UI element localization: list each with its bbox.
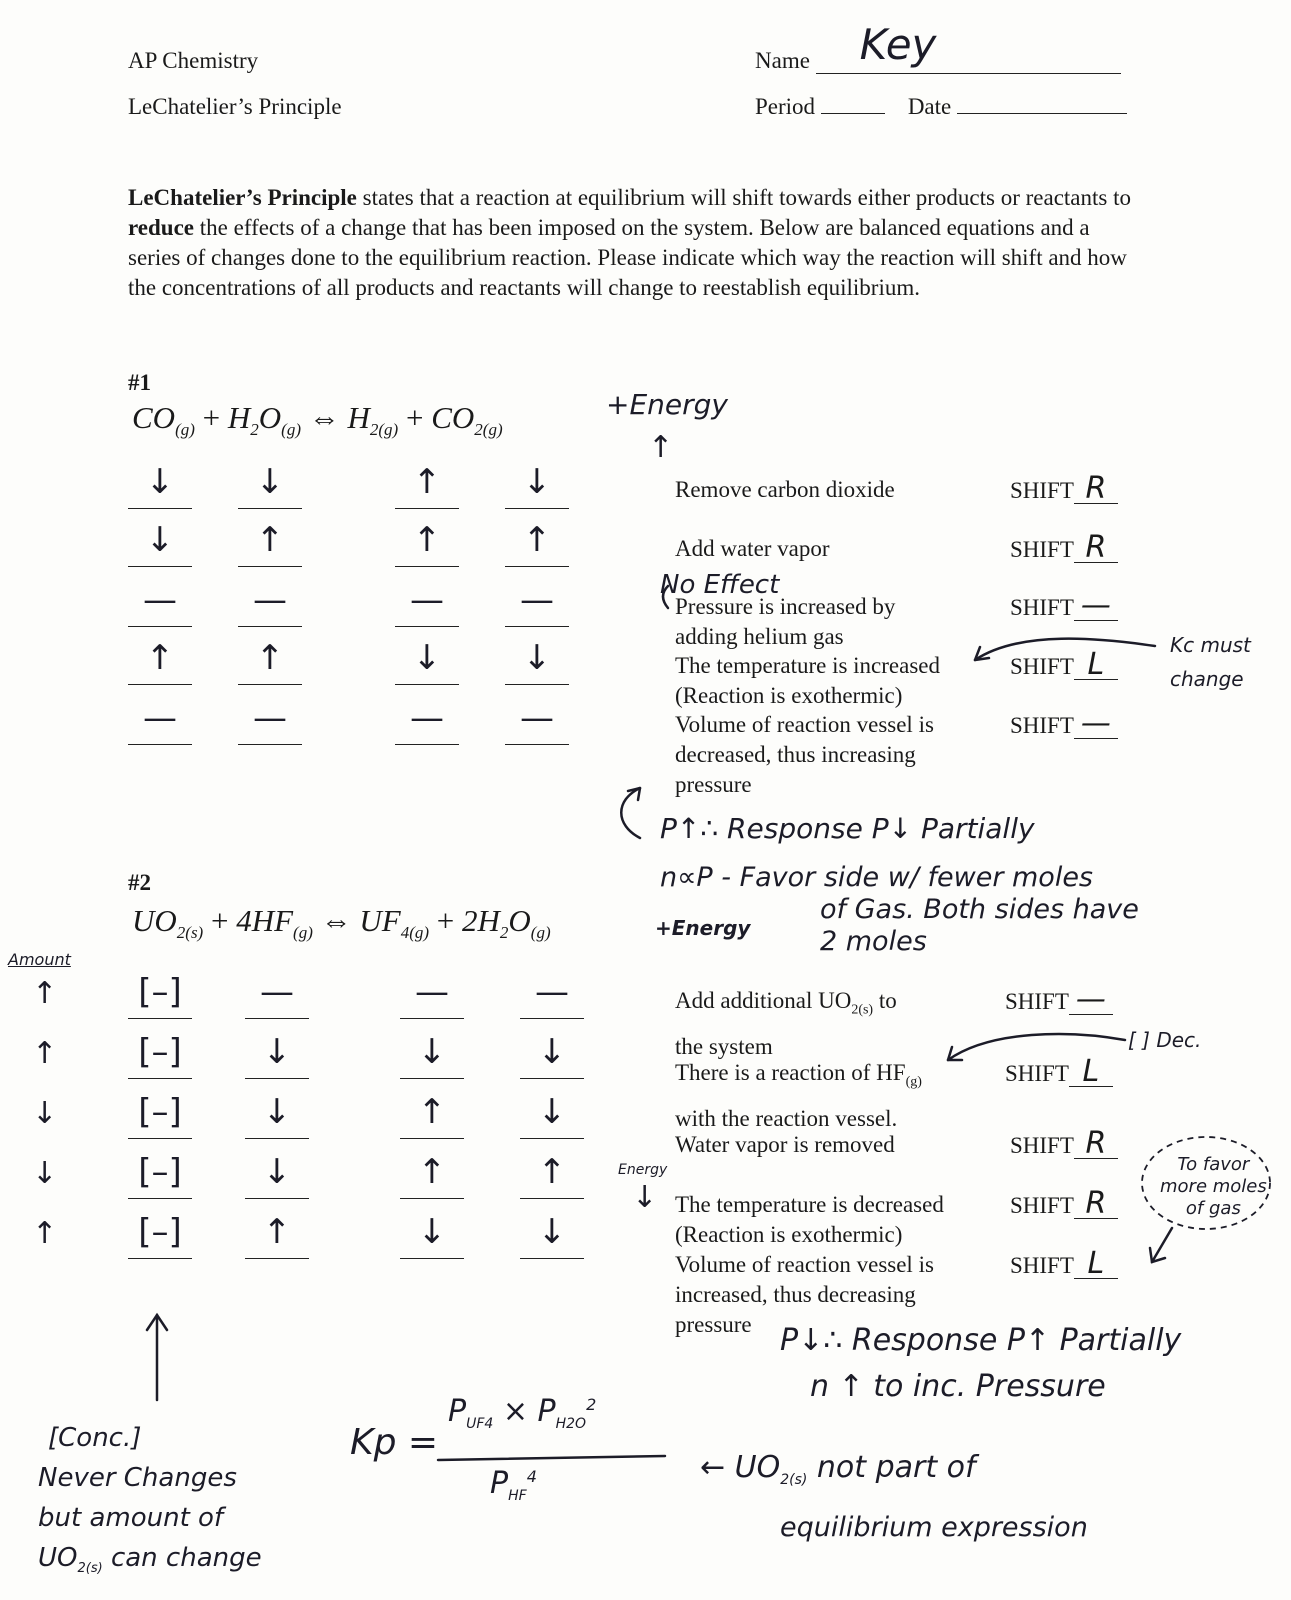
p2-shift-3[interactable]: SHIFT R	[1010, 1130, 1118, 1159]
p1-shift-2[interactable]: SHIFT R	[1010, 534, 1118, 563]
p1-mark-r1-c2: ↓	[255, 462, 285, 502]
problem2-equation: $UO_{2(s)} + 4HF_{(g)}$ ⇔ $UF_{4(g)} + 2H_2O_{(g)}$	[132, 903, 551, 943]
p2-mark-r3-c2: ↓	[262, 1092, 292, 1132]
p2-note-concentration: [Conc.] Never Changes but amount of $UO_{2(s)}$ can change	[38, 1423, 262, 1577]
p1-mark-r4-c4: ↓	[522, 638, 552, 678]
problem2-energy-term: +Energy	[655, 916, 751, 940]
p2-shift-5[interactable]: SHIFT L	[1010, 1250, 1118, 1279]
p1-mark-r5-c4: —	[520, 698, 554, 738]
p2-mark-r5-c2: ↑	[262, 1212, 292, 1252]
p2-change-4: The temperature is decreased (Reaction is exothermic)	[675, 1192, 944, 1247]
p2-amount-r4: ↓	[32, 1156, 58, 1191]
p2-shift-1[interactable]: SHIFT —	[1005, 986, 1113, 1015]
p2-note-favor-more-moles: To favor more moles of gas	[1160, 1154, 1267, 1219]
name-value: Key	[859, 20, 937, 69]
p2-change-3: Water vapor is removed	[675, 1132, 895, 1157]
p2-change-1: Add additional $UO_{2(s)}$ to the system	[675, 988, 897, 1059]
no-effect-bracket	[663, 586, 668, 608]
p1-change-5: Volume of reaction vessel is decreased, thus increasing pressure	[675, 712, 934, 797]
p1-mark-r5-c3: —	[410, 698, 444, 738]
problem1-energy-arrow: ↑	[648, 430, 674, 465]
p1-mark-r3-c3: —	[410, 580, 444, 620]
problem2-label: #2	[128, 870, 151, 895]
intro-part1: states that a reaction at equilibrium will shift towards either products or reactants to	[356, 185, 1131, 210]
p1-mark-r3-c2: —	[253, 580, 287, 620]
p1-mark-r1-c1: ↓	[145, 462, 175, 502]
p2-mark-r1-c1: [–]	[138, 972, 182, 1012]
p2-mark-r2-c2: ↓	[262, 1032, 292, 1072]
p1-shift-5[interactable]: SHIFT —	[1010, 710, 1118, 739]
p2-amount-r1: ↑	[32, 976, 58, 1011]
p1-mark-r4-c2: ↑	[255, 638, 285, 678]
p1-mark-r4-c1: ↑	[145, 638, 175, 678]
p1-change-2: Add water vapor	[675, 536, 830, 561]
conc-dec-arrow	[948, 1034, 1125, 1060]
p1-note-no-effect: No Effect	[660, 570, 780, 600]
p1-mark-r3-c4: —	[520, 580, 554, 620]
favor-arrow	[1152, 1228, 1172, 1262]
kp-numerator: $P_{UF4} \times P_{H2O}^2$	[448, 1394, 597, 1432]
p2-mark-r4-c2: ↓	[262, 1152, 292, 1192]
period-label: Period	[755, 94, 816, 119]
p2-mark-r1-c2: —	[260, 972, 294, 1012]
p2-mark-r4-c3: ↑	[417, 1152, 447, 1192]
p1-mark-r5-c2: —	[253, 698, 287, 738]
p2-mark-r3-c4: ↓	[537, 1092, 567, 1132]
p2-mark-r5-c4: ↓	[537, 1212, 567, 1252]
intro-part2: the effects of a change that has been imposed on the system. Below are balanced equations and a series of changes done to the equilibrium reaction. Please indicate which way the reaction will shift and how the concentrations of all products and reactants will change to reestablish equilibrium.	[128, 215, 1127, 300]
p2-mark-r4-c4: ↑	[537, 1152, 567, 1192]
p2-mark-r2-c4: ↓	[537, 1032, 567, 1072]
intro-emph: reduce	[128, 215, 195, 240]
p2-mark-r4-c1: [–]	[138, 1152, 182, 1192]
course-title: AP Chemistry	[128, 48, 259, 73]
kp-fraction-bar	[438, 1456, 665, 1460]
p1-mark-r1-c4: ↓	[522, 462, 552, 502]
p2-note-energy-arrow: ↓	[632, 1180, 658, 1215]
p1-mark-r2-c1: ↓	[145, 520, 175, 560]
p2-mark-r2-c1: [–]	[138, 1032, 182, 1072]
p2-mark-r3-c3: ↑	[417, 1092, 447, 1132]
p1-shift-4[interactable]: SHIFT L	[1010, 651, 1118, 680]
p2-mark-r3-c1: [–]	[138, 1092, 182, 1132]
problem1-label: #1	[128, 370, 151, 395]
intro-term: LeChatelier’s Principle	[128, 185, 357, 210]
pressure-bracket	[621, 788, 640, 838]
p1-shift-3[interactable]: SHIFT —	[1010, 592, 1118, 621]
date-label: Date	[907, 94, 952, 119]
p1-mark-r2-c4: ↑	[522, 520, 552, 560]
p1-note-mole-reasoning: n∝P - Favor side w/ fewer moles of Gas. Both sides have 2 moles	[660, 862, 1139, 957]
p2-amount-r3: ↓	[32, 1096, 58, 1131]
p2-note-energy: Energy	[618, 1162, 668, 1178]
kp-denominator: $P_{HF}^4$	[490, 1466, 537, 1504]
p1-mark-r2-c3: ↑	[412, 520, 442, 560]
p1-mark-r1-c3: ↑	[412, 462, 442, 502]
p2-amount-r2: ↑	[32, 1036, 58, 1071]
p2-shift-4[interactable]: SHIFT R	[1010, 1190, 1118, 1219]
p2-change-5: Volume of reaction vessel is increased, thus decreasing pressure	[675, 1252, 934, 1337]
p1-note-pressure-response: P↑∴ Response P↓ Partially	[660, 812, 1035, 845]
p2-note-uo2-not-part: ← $UO_{2(s)}$ not part of equilibrium expression	[700, 1450, 1088, 1543]
p2-amount-r5: ↑	[32, 1216, 58, 1251]
p1-mark-r5-c1: —	[143, 698, 177, 738]
p2-amount-label: Amount	[8, 950, 71, 969]
problem1-energy-term: +Energy	[606, 388, 728, 421]
p1-change-3: Pressure is increased by adding helium gas	[675, 594, 896, 649]
p2-mark-r5-c1: [–]	[138, 1212, 182, 1252]
p1-shift-1[interactable]: SHIFT R	[1010, 475, 1118, 504]
p1-change-1: Remove carbon dioxide	[675, 477, 895, 502]
p1-note-kc-must-change: Kc must change	[1170, 633, 1251, 691]
p2-change-2: There is a reaction of $HF_{(g)}$ with the reaction vessel.	[675, 1060, 922, 1131]
p2-note-pressure-response: P↓∴ Response P↑ Partially n ↑ to inc. Pressure	[780, 1323, 1182, 1404]
favor-dashed-bubble	[1142, 1137, 1270, 1229]
name-label: Name	[755, 48, 810, 73]
p2-mark-r5-c3: ↓	[417, 1212, 447, 1252]
kc-arrow	[975, 639, 1155, 660]
worksheet-topic: LeChatelier’s Principle	[128, 94, 342, 119]
p2-mark-r1-c3: —	[415, 972, 449, 1012]
problem1-equation: $CO_{(g)} + H_2O_{(g)}$ ⇔ $H_{2(g)} + CO_{2(g)}$	[132, 400, 503, 440]
p1-mark-r3-c1: —	[143, 580, 177, 620]
p2-mark-r1-c4: —	[535, 972, 569, 1012]
p2-note-conc-dec: [ ] Dec.	[1128, 1028, 1202, 1052]
p2-shift-2[interactable]: SHIFT L	[1005, 1058, 1113, 1087]
p1-mark-r4-c3: ↓	[412, 638, 442, 678]
p1-mark-r2-c2: ↑	[255, 520, 285, 560]
kp-lhs: Kp =	[350, 1422, 439, 1463]
p2-mark-r2-c3: ↓	[417, 1032, 447, 1072]
p1-change-4: The temperature is increased (Reaction is exothermic)	[675, 653, 941, 708]
